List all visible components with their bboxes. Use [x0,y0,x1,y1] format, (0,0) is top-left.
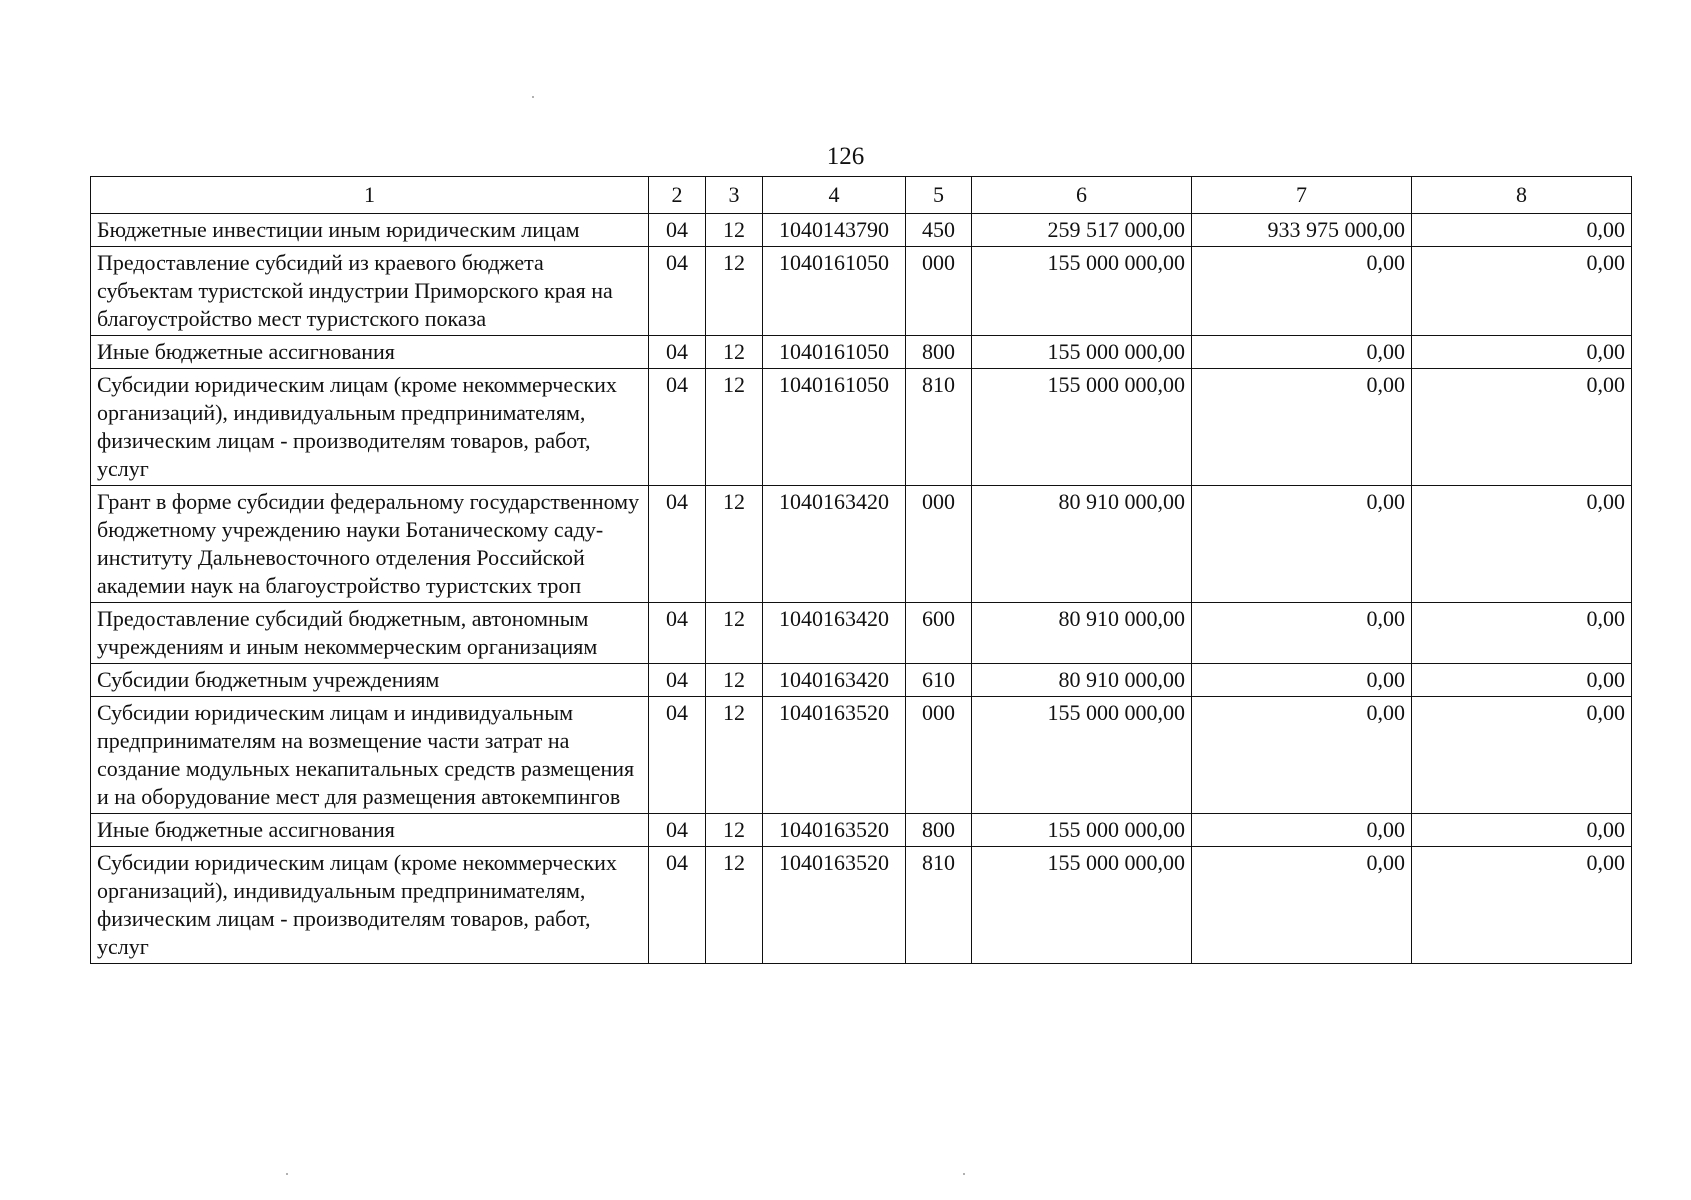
amount-col-8: 0,00 [1412,214,1632,247]
scan-speck [286,1173,288,1175]
column-header: 1 [91,177,649,214]
target-article-code: 1040163420 [763,486,906,603]
target-article-code: 1040163420 [763,664,906,697]
amount-col-8: 0,00 [1412,486,1632,603]
target-article-code: 1040161050 [763,336,906,369]
expense-type-code: 610 [906,664,972,697]
amount-col-7: 0,00 [1192,814,1412,847]
table-row [91,214,1632,247]
section-code: 04 [649,214,706,247]
amount-col-8: 0,00 [1412,603,1632,664]
amount-col-7: 0,00 [1192,247,1412,336]
expense-type-code: 800 [906,814,972,847]
subsection-code: 12 [706,603,763,664]
amount-col-8: 0,00 [1412,664,1632,697]
subsection-code: 12 [706,697,763,814]
table-row [91,847,1632,964]
expense-type-code: 810 [906,369,972,486]
amount-col-8: 0,00 [1412,697,1632,814]
expense-type-code: 000 [906,247,972,336]
subsection-code: 12 [706,847,763,964]
amount-col-8: 0,00 [1412,847,1632,964]
section-code: 04 [649,664,706,697]
subsection-code: 12 [706,369,763,486]
subsection-code: 12 [706,486,763,603]
table-row [91,664,1632,697]
row-description: Субсидии юридическим лицам и индивидуальным предпринимателям на возмещение части затрат на создание модульных некапитальных средств размещения и на оборудование мест для размещения автокемпингов [91,697,649,814]
row-description: Грант в форме субсидии федеральному государственному бюджетному учреждению науки Ботаническому саду-институту Дальневосточного отделения Российской академии наук на благоустройство туристских троп [91,486,649,603]
scan-speck [532,96,534,98]
amount-col-8: 0,00 [1412,336,1632,369]
table-row [91,247,1632,336]
budget-table [90,176,1632,964]
amount-col-8: 0,00 [1412,369,1632,486]
table-row [91,697,1632,814]
amount-col-7: 0,00 [1192,336,1412,369]
section-code: 04 [649,814,706,847]
subsection-code: 12 [706,336,763,369]
expense-type-code: 450 [906,214,972,247]
section-code: 04 [649,603,706,664]
section-code: 04 [649,247,706,336]
amount-col-6: 155 000 000,00 [972,847,1192,964]
amount-col-7: 0,00 [1192,664,1412,697]
section-code: 04 [649,336,706,369]
column-header: 7 [1192,177,1412,214]
table-row [91,369,1632,486]
row-description: Бюджетные инвестиции иным юридическим лицам [91,214,649,247]
target-article-code: 1040163520 [763,697,906,814]
amount-col-6: 155 000 000,00 [972,247,1192,336]
row-description: Субсидии юридическим лицам (кроме некоммерческих организаций), индивидуальным предпринимателям, физическим лицам - производителям товаров, работ, услуг [91,847,649,964]
target-article-code: 1040163520 [763,847,906,964]
expense-type-code: 810 [906,847,972,964]
amount-col-6: 80 910 000,00 [972,486,1192,603]
target-article-code: 1040163420 [763,603,906,664]
section-code: 04 [649,697,706,814]
table-row [91,603,1632,664]
table-row [91,336,1632,369]
row-description: Субсидии юридическим лицам (кроме некоммерческих организаций), индивидуальным предпринимателям, физическим лицам - производителям товаров, работ, услуг [91,369,649,486]
section-code: 04 [649,486,706,603]
amount-col-7: 933 975 000,00 [1192,214,1412,247]
expense-type-code: 000 [906,697,972,814]
row-description: Иные бюджетные ассигнования [91,336,649,369]
subsection-code: 12 [706,814,763,847]
table-header-row [91,177,1632,214]
table-row [91,814,1632,847]
row-description: Предоставление субсидий из краевого бюджета субъектам туристской индустрии Приморского края на благоустройство мест туристского показа [91,247,649,336]
amount-col-8: 0,00 [1412,814,1632,847]
amount-col-7: 0,00 [1192,603,1412,664]
row-description: Иные бюджетные ассигнования [91,814,649,847]
expense-type-code: 600 [906,603,972,664]
expense-type-code: 000 [906,486,972,603]
table-row [91,486,1632,603]
subsection-code: 12 [706,664,763,697]
expense-type-code: 800 [906,336,972,369]
section-code: 04 [649,369,706,486]
scan-speck [963,1173,965,1175]
amount-col-6: 155 000 000,00 [972,336,1192,369]
target-article-code: 1040143790 [763,214,906,247]
amount-col-7: 0,00 [1192,369,1412,486]
column-header: 6 [972,177,1192,214]
page-number: 126 [826,143,865,170]
amount-col-6: 80 910 000,00 [972,664,1192,697]
column-header: 4 [763,177,906,214]
amount-col-6: 80 910 000,00 [972,603,1192,664]
subsection-code: 12 [706,247,763,336]
amount-col-6: 155 000 000,00 [972,814,1192,847]
column-header: 5 [906,177,972,214]
column-header: 3 [706,177,763,214]
subsection-code: 12 [706,214,763,247]
amount-col-7: 0,00 [1192,847,1412,964]
target-article-code: 1040161050 [763,369,906,486]
target-article-code: 1040161050 [763,247,906,336]
amount-col-8: 0,00 [1412,247,1632,336]
column-header: 8 [1412,177,1632,214]
row-description: Субсидии бюджетным учреждениям [91,664,649,697]
section-code: 04 [649,847,706,964]
row-description: Предоставление субсидий бюджетным, автономным учреждениям и иным некоммерческим организациям [91,603,649,664]
column-header: 2 [649,177,706,214]
amount-col-7: 0,00 [1192,486,1412,603]
amount-col-6: 155 000 000,00 [972,697,1192,814]
amount-col-7: 0,00 [1192,697,1412,814]
target-article-code: 1040163520 [763,814,906,847]
amount-col-6: 155 000 000,00 [972,369,1192,486]
amount-col-6: 259 517 000,00 [972,214,1192,247]
